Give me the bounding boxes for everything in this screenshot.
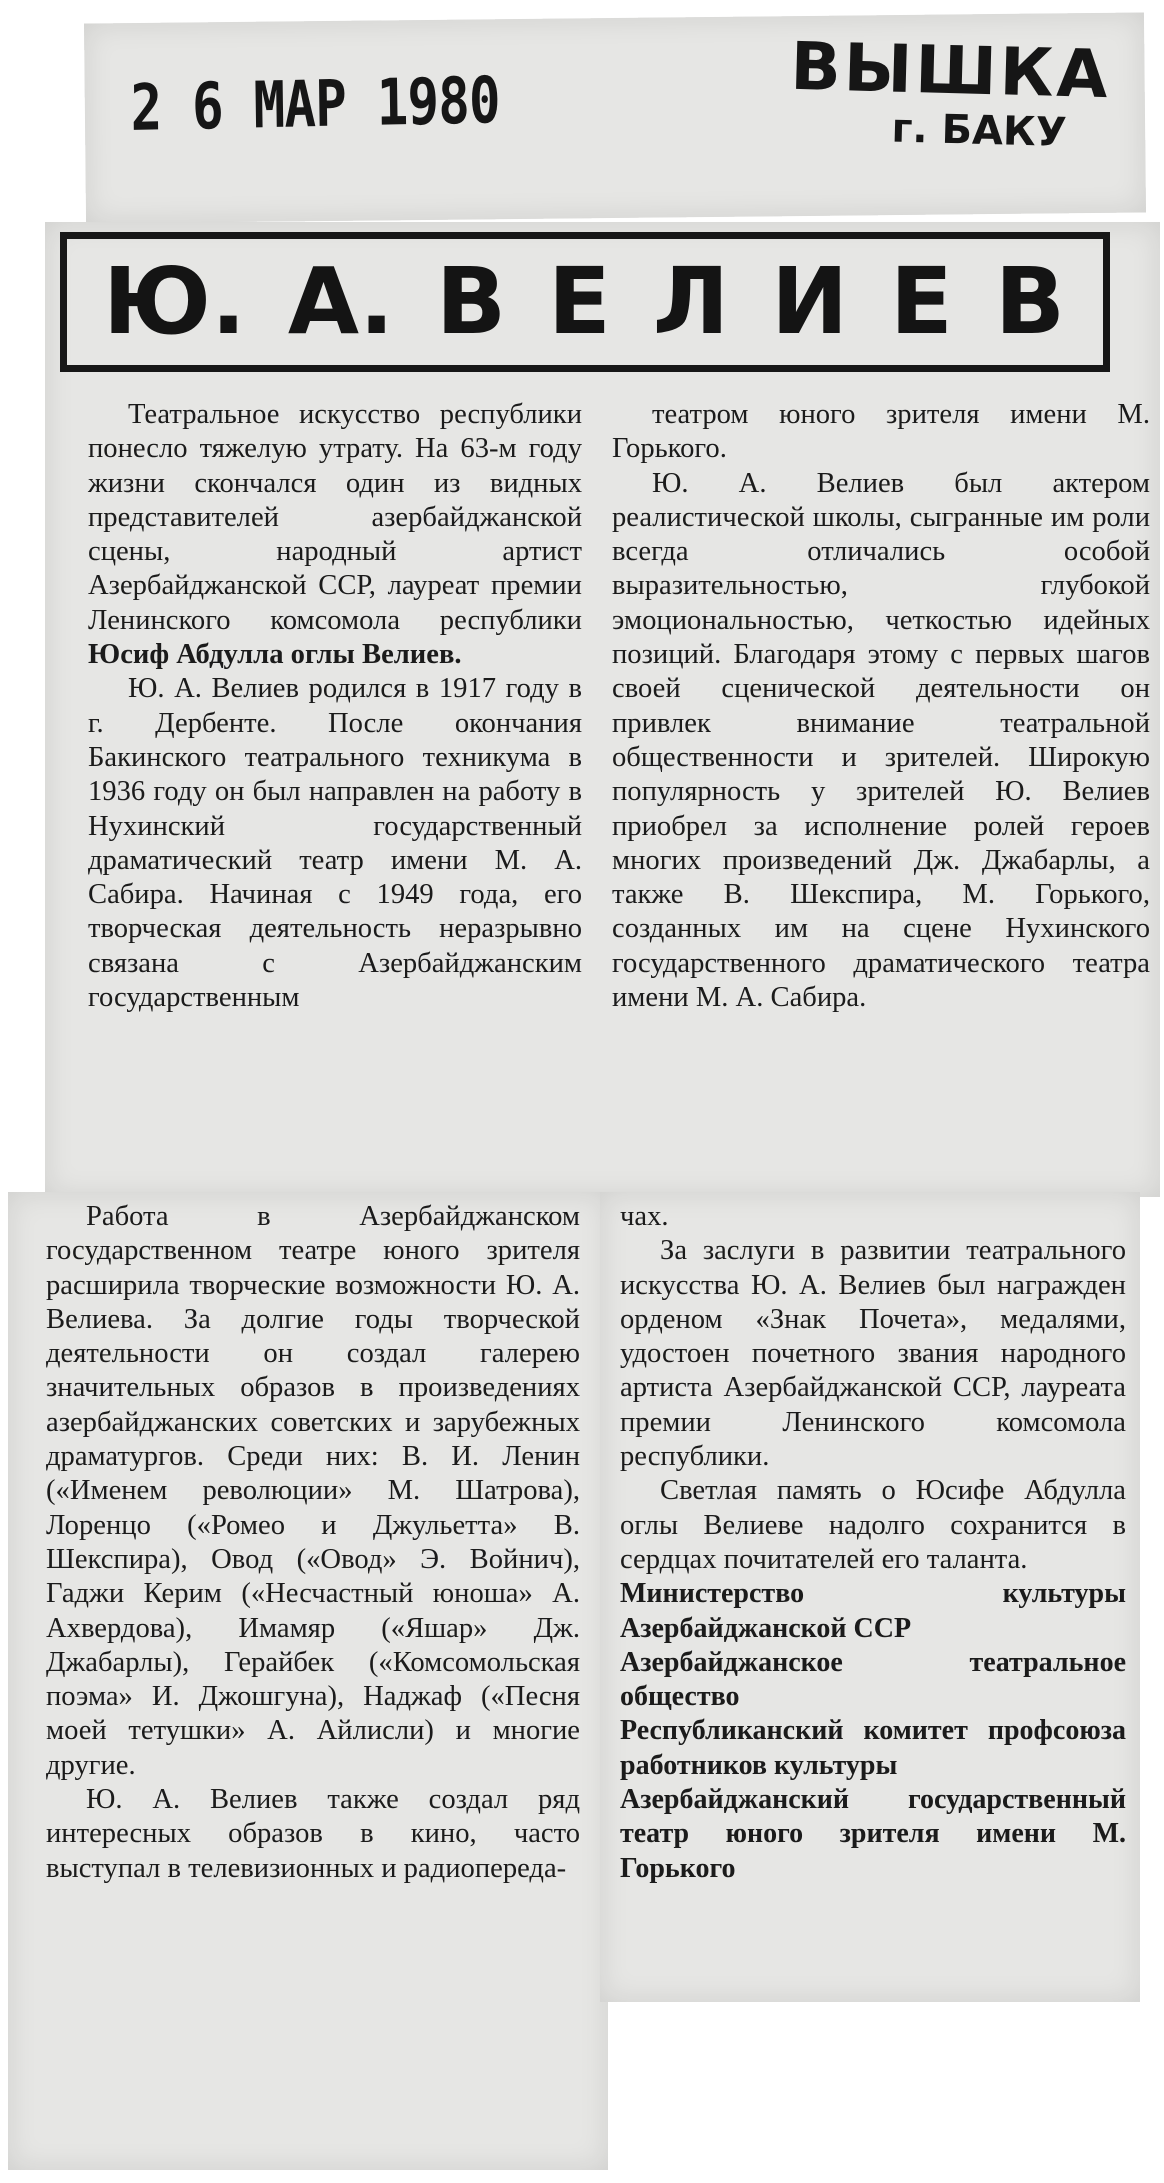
newspaper-name: ВЫШКА (789, 27, 1112, 114)
headline-letter: Л (652, 248, 730, 355)
headline-letter: Е (548, 248, 611, 355)
signature-theatre-society: Азербайджанское театральное общество (620, 1646, 1126, 1713)
article-paragraph: театром юного зрителя имени М. Горького. (612, 399, 1150, 465)
headline-letter: Е (890, 248, 953, 355)
newspaper-city: г. БАКУ (890, 105, 1068, 157)
article-column-2 (612, 398, 1150, 1015)
article-paragraph (88, 398, 582, 672)
headline-letter: И (771, 248, 849, 355)
article-column-4 (620, 1200, 1126, 1886)
date-stamp: 2 6 МАР 1980 (130, 64, 501, 146)
deceased-name: Юсиф Абдулла оглы Велиев. (88, 639, 462, 671)
article-paragraph: За заслуги в развитии театрального искусства Ю. А. Велиев был награжден орденом «Знак Почета», медалями, удостоен почетного звания народного артиста Азербайджанской ССР, лауреата премии Ленинского комсомола республики. (620, 1235, 1126, 1473)
headline-initial-2: А. (287, 248, 395, 355)
signature-youth-theatre: Азербайджанский государственный театр юного зрителя имени М. Горького (620, 1784, 1126, 1884)
headline-letter: В (994, 248, 1065, 355)
article-paragraph: Ю. А. Велиев также создал ряд интересных образов в кино, часто выступал в телевизионных и радиопереда- (46, 1784, 580, 1884)
newspaper-stamp (769, 27, 1132, 157)
article-paragraph: Работа в Азербайджанском государственном театре юного зрителя расширила творческие возможности Ю. А. Велиева. За долгие годы творческой деятельности он создал галерею значительных образов в произведениях азербайджанских советских и зарубежных драматургов. Среди них: В. И. Ленин («Именем революции» М. Шатрова), Лоренцо («Ромео и Джульетта» В. Шекспира), Овод («Овод» Э. Войнич), Гаджи Керим («Несчастный юноша» А. Ахвердова), Имамяр («Яшар» Дж. Джабарлы), Герайбек («Комсомольская поэма» И. Джошгуна), Наджаф («Песня моей тетушки» А. Айлисли) и многие другие. (46, 1201, 580, 1781)
headline-letter: В (435, 248, 507, 355)
article-column-1 (88, 398, 582, 1015)
article-paragraph: чах. (620, 1201, 669, 1232)
article-text: Театральное искусство республики понесло тяжелую утрату. На 63-м году жизни скончался один из видных представителей азербайджанской сцены, народный артист Азербайджанской ССР, лауреат премии Ленинского комсомола республики (88, 399, 582, 636)
article-column-3 (46, 1200, 580, 1886)
headline-initial-1: Ю. (103, 248, 246, 355)
signature-union-committee: Республиканский комитет профсоюза работников культуры (620, 1715, 1126, 1781)
article-paragraph: Ю. А. Велиев родился в 1917 году в г. Дербенте. После окончания Бакинского театрального техникума в 1936 году он был направлен на работу в Нухинский государственный драматический театр имени М. А. Сабира. Начиная с 1949 года, его творческая деятельность неразрывно связана с Азербайджанским государственным (88, 673, 582, 1014)
signature-ministry: Министерство культуры Азербайджанской ССР (620, 1578, 1126, 1644)
article-paragraph: Ю. А. Велиев был актером реалистической школы, сыгранные им роли всегда отличались особой выразительностью, глубокой эмоциональностью, четкостью идейных позиций. Благодаря этому с первых шагов своей сценической деятельности он привлек внимание театральной общественности и зрителей. Широкую популярность у зрителей Ю. Велиев приобрел за исполнение ролей героев многих произведений Дж. Джабарлы, а также В. Шекспира, М. Горького, созданных им на сцене Нухинского государственного драматического театра имени М. А. Сабира. (612, 467, 1150, 1014)
article-paragraph: Светлая память о Юсифе Абдулла оглы Велиеве надолго сохранится в сердцах почитателей его таланта. (620, 1475, 1126, 1575)
headline-box (60, 232, 1110, 372)
